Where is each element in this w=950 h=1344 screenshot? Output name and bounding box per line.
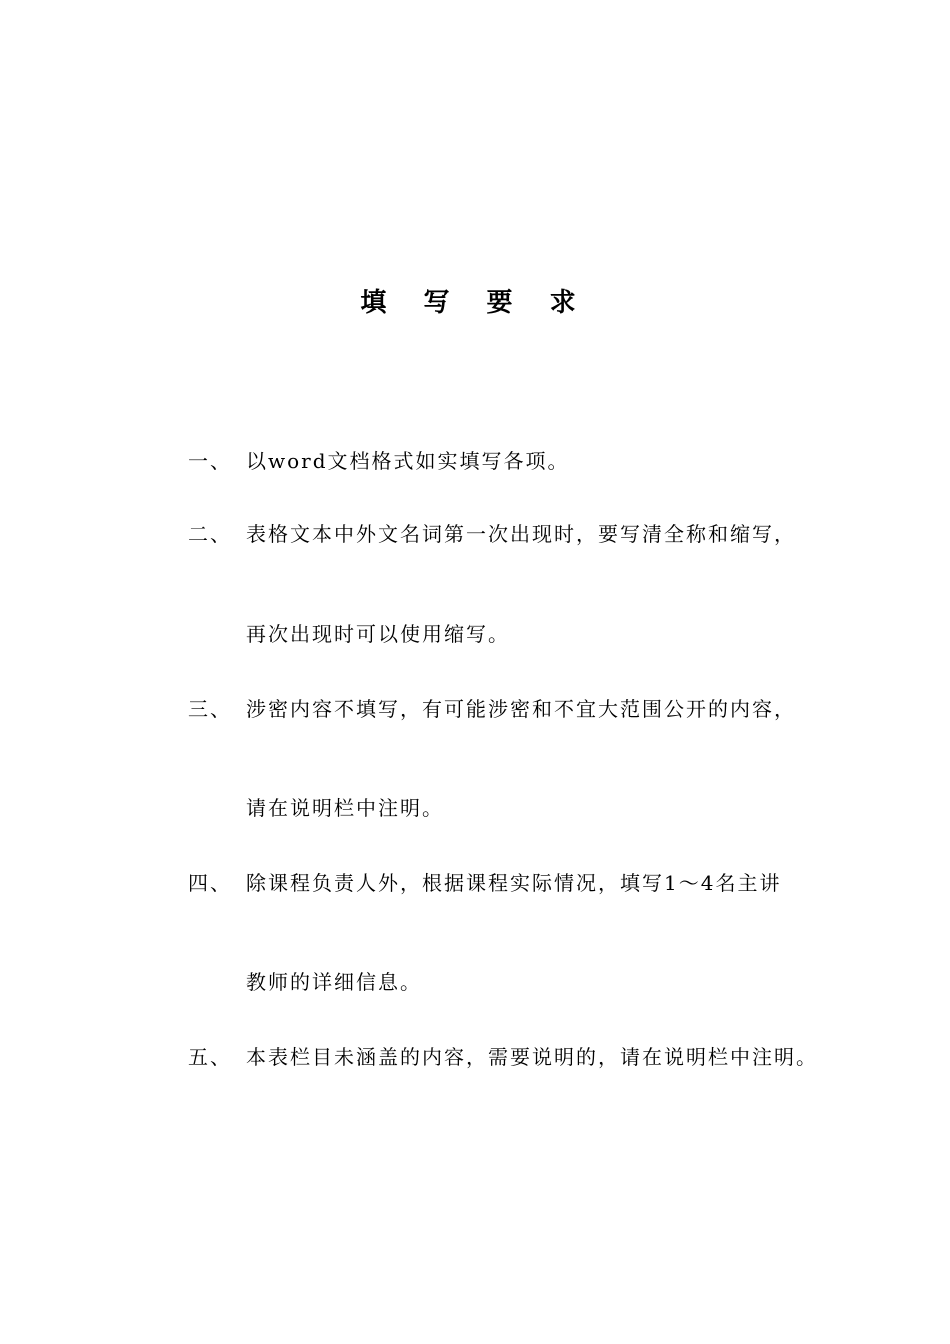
item-text: 本表栏目未涵盖的内容，需要说明的，请在说明栏中注明。 — [246, 1045, 818, 1069]
page-title: 填 写 要 求 — [360, 288, 590, 318]
item-number: 五、 — [188, 1045, 232, 1069]
item-number: 四、 — [188, 871, 232, 895]
item-continuation: 请在说明栏中注明。 — [246, 796, 444, 820]
item-number: 二、 — [188, 522, 232, 546]
item-text: 以word文档格式如实填写各项。 — [246, 449, 570, 473]
item-text: 除课程负责人外，根据课程实际情况，填写1～4名主讲 — [246, 871, 782, 895]
item-number: 三、 — [188, 697, 232, 721]
item-text: 表格文本中外文名词第一次出现时，要写清全称和缩写， — [246, 522, 796, 546]
item-number: 一、 — [188, 449, 232, 473]
item-continuation: 再次出现时可以使用缩写。 — [246, 622, 510, 646]
item-continuation: 教师的详细信息。 — [246, 970, 422, 994]
item-text: 涉密内容不填写，有可能涉密和不宜大范围公开的内容， — [246, 697, 796, 721]
